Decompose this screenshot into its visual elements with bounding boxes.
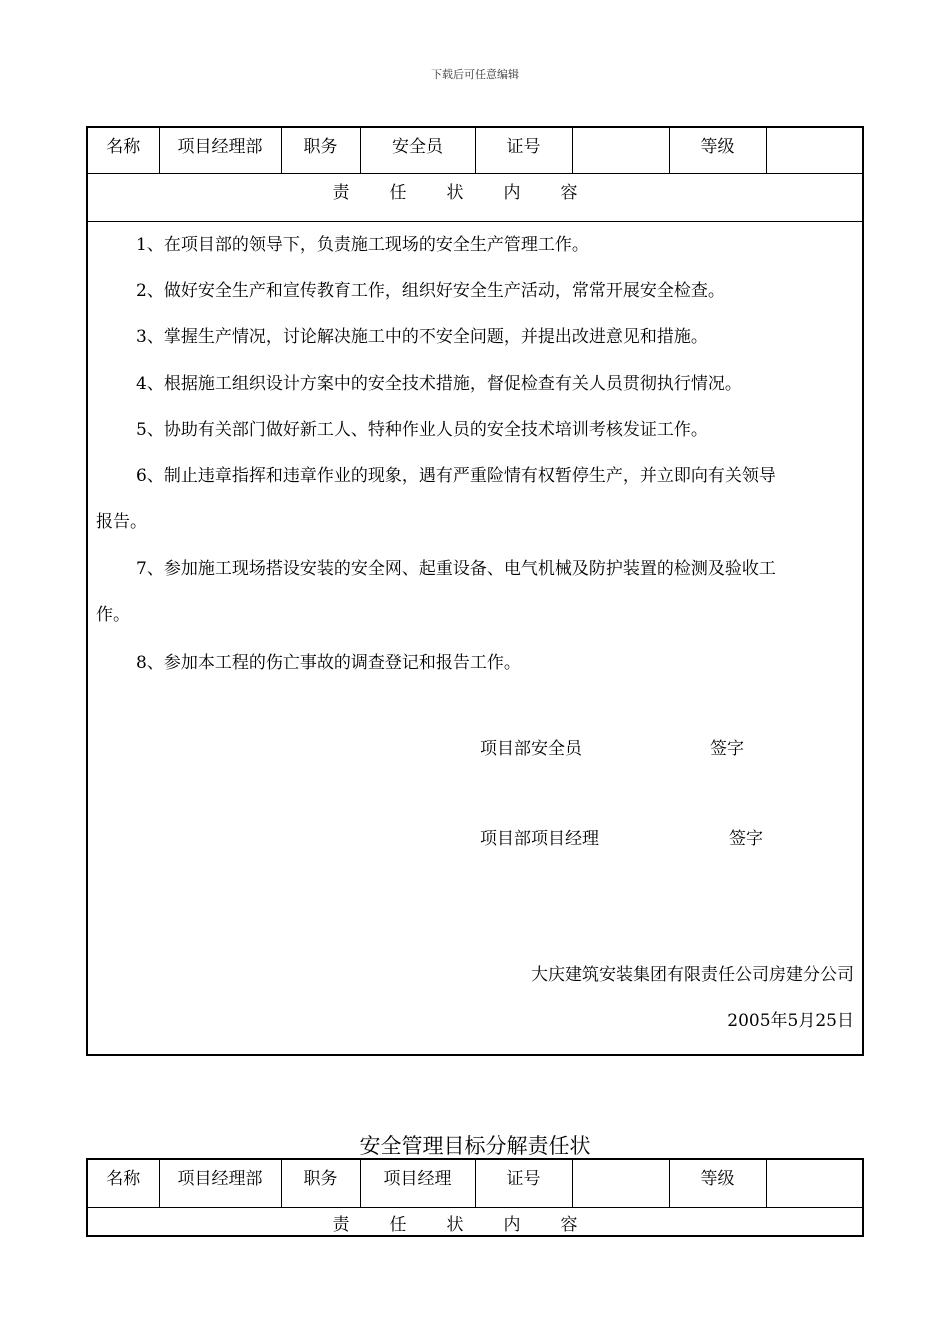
responsibility-form-safety-officer	[86, 126, 864, 1056]
content-title: 责任状内容	[87, 173, 863, 221]
job-label: 职务	[281, 1159, 360, 1207]
content-row	[87, 221, 863, 1055]
grade-label: 等级	[669, 127, 766, 173]
content-title-row	[87, 173, 863, 221]
job-value: 项目经理	[360, 1159, 475, 1207]
grade-value	[766, 127, 863, 173]
name-value: 项目经理部	[159, 127, 281, 173]
list-item: 6、制止违章指挥和违章作业的现象，遇有严重险情有权暂停生产，并立即向有关领导 报告。	[96, 465, 776, 532]
cert-value	[572, 127, 669, 173]
list-item: 4、根据施工组织设计方案中的安全技术措施，督促检查有关人员贯彻执行情况。	[136, 373, 742, 394]
list-item: 8、参加本工程的伤亡事故的调查登记和报告工作。	[136, 652, 521, 673]
content-title-row	[87, 1207, 863, 1236]
name-label: 名称	[87, 127, 159, 173]
document-date: 2005年5月25日	[727, 1010, 854, 1031]
list-item: 5、协助有关部门做好新工人、特种作业人员的安全技术培训考核发证工作。	[136, 419, 708, 440]
company-name: 大庆建筑安装集团有限责任公司房建分公司	[531, 964, 854, 985]
name-label: 名称	[87, 1159, 159, 1207]
signer-role-project-manager: 项目部项目经理	[480, 828, 599, 849]
form-header-row	[87, 1159, 863, 1207]
signer-role-safety-officer: 项目部安全员	[480, 738, 582, 759]
job-value: 安全员	[360, 127, 475, 173]
name-value: 项目经理部	[159, 1159, 281, 1207]
job-label: 职务	[281, 127, 360, 173]
list-item: 1、在项目部的领导下，负责施工现场的安全生产管理工作。	[136, 234, 589, 255]
content-title: 责任状内容	[87, 1207, 863, 1236]
responsibility-form-project-manager	[86, 1158, 864, 1237]
list-item: 7、参加施工现场搭设安装的安全网、起重设备、电气机械及防护装置的检测及验收工 作。	[96, 558, 776, 625]
responsibility-text	[88, 222, 862, 1054]
cert-label: 证号	[475, 127, 572, 173]
content-cell	[87, 221, 863, 1055]
list-item: 3、掌握生产情况，讨论解决施工中的不安全问题，并提出改进意见和措施。	[136, 326, 708, 347]
cert-value	[572, 1159, 669, 1207]
signature-label: 签字	[729, 828, 763, 849]
cert-label: 证号	[475, 1159, 572, 1207]
form-header-row	[87, 127, 863, 173]
signature-label: 签字	[710, 738, 744, 759]
list-item: 2、做好安全生产和宣传教育工作，组织好安全生产活动，常常开展安全检查。	[136, 280, 725, 301]
grade-value	[766, 1159, 863, 1207]
watermark-text: 下载后可任意编辑	[431, 68, 519, 81]
section-title: 安全管理目标分解责任状	[359, 1134, 591, 1158]
grade-label: 等级	[669, 1159, 766, 1207]
